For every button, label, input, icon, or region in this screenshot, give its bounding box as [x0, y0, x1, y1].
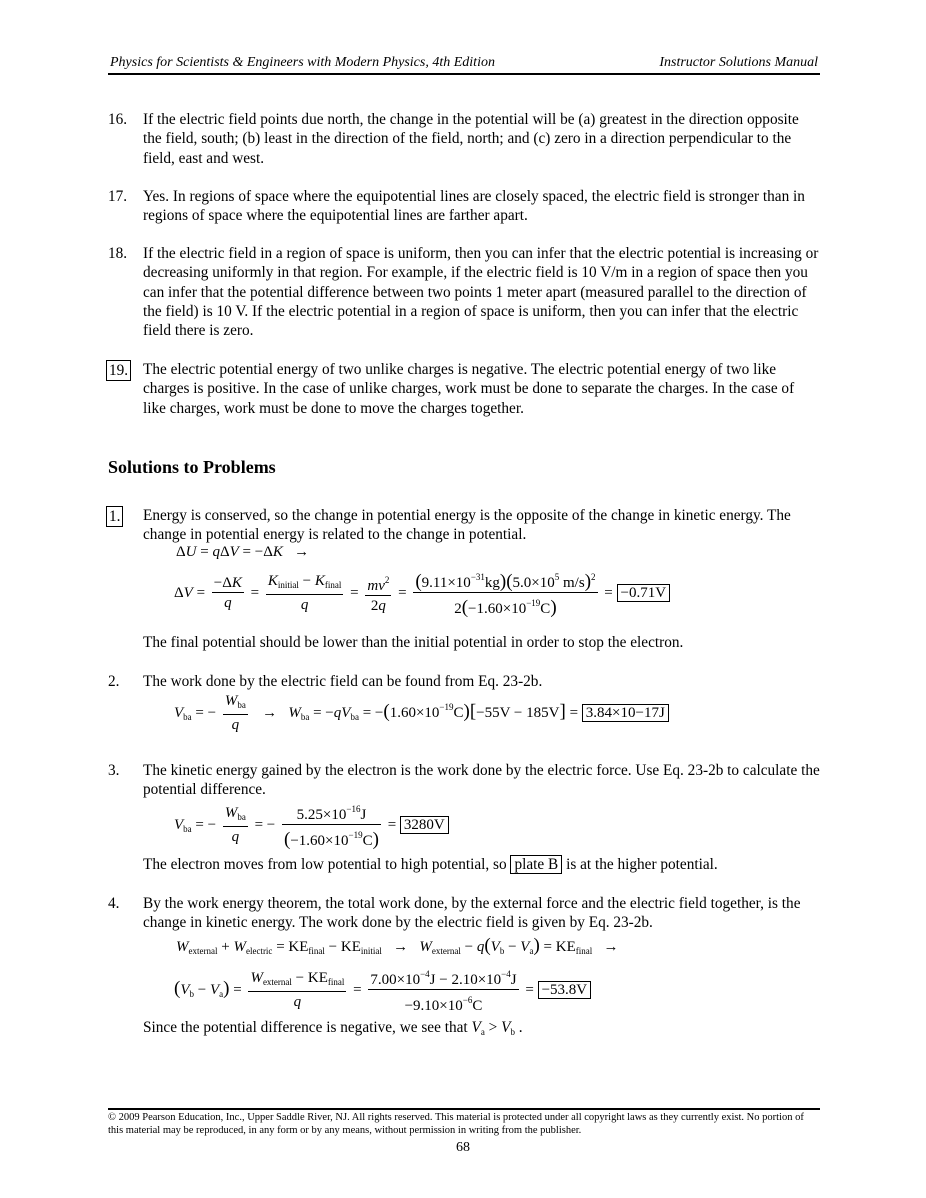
problem-4-conclusion: Since the potential difference is negative, we see that $V_a > V_b$ . — [143, 1019, 523, 1037]
problem-1-conclusion: The final potential should be lower than the initial potential in order to stop the electron. — [143, 634, 684, 651]
page-number: 68 — [456, 1140, 470, 1155]
equation-energy-conservation: ΔU = qΔV = −ΔK → — [176, 544, 310, 560]
question-number: 18. — [108, 245, 128, 262]
header-rule — [108, 73, 820, 75]
question-number: 17. — [108, 188, 128, 205]
plate-b-box: plate B — [510, 855, 562, 874]
answer-box: 3.84×10−17J — [582, 704, 669, 722]
footer-rule — [108, 1108, 820, 1110]
question-number: 16. — [108, 111, 128, 128]
problem-number-boxed: 1. — [106, 506, 123, 527]
question-text: The electric potential energy of two unlike charges is negative. The electric potential energy of two like charges is positive. In the case of unlike charges, work must be done to separate the charges. In the case of like charges, work must be done to move the charges together. — [143, 361, 795, 417]
question-17 — [108, 187, 820, 226]
question-text: Yes. In regions of space where the equipotential lines are closely spaced, the electric field is stronger than in regions of space where the equipotential lines are farther apart. — [143, 188, 805, 225]
running-header — [108, 53, 818, 75]
problem-3 — [108, 761, 820, 800]
header-manual-title: Instructor Solutions Manual — [659, 55, 818, 70]
problem-intro: The kinetic energy gained by the electron is the work done by the electric force. Use Eq. 23-2b to calculate the potential difference. — [143, 762, 820, 799]
section-heading: Solutions to Problems — [108, 457, 276, 477]
answer-box: −53.8V — [538, 981, 592, 999]
problem-number: 3. — [108, 762, 120, 779]
problem-3-conclusion — [143, 855, 718, 874]
equation-potential-difference: $V_{ba}$ = − $\frac{W_{ba}}{q}$ = − $\frac{5.25\times 10^{-16}J}{(-1.60\times 10^{-19}C)}$ = 3280V — [174, 800, 449, 851]
problem-number: 4. — [108, 895, 120, 912]
answer-box: −0.71V — [617, 584, 671, 602]
problem-number: 2. — [108, 673, 120, 690]
equation-work-energy: $W_{external} + W_{electric} = KE_{final} - KE_{initial} \to W_{external} - q(V_b - V_a) = KE_{final}$ → — [176, 935, 619, 956]
question-text: If the electric field points due north, the change in the potential will be (a) greatest in the direction opposite the field, south; (b) least in the direction of the field, north; and (c) zero in a direction perpendicular to the field, east and west. — [143, 111, 799, 167]
answer-box: 3280V — [400, 816, 449, 834]
question-16 — [108, 110, 820, 168]
question-18 — [108, 244, 820, 340]
header-book-title: Physics for Scientists & Engineers with Modern Physics, 4th Edition — [110, 55, 495, 70]
conclusion-text-end: is at the higher potential. — [566, 856, 718, 873]
equation-vb-minus-va: $(V_b - V_a)$ = $\frac{W_{external} - KE_{final}}{q}$ = $\frac{7.00\times 10^{-4}J - 2.10\times 10^{-4}J}{-9.10\times 10^{-6}C}$ = −53.8V — [174, 965, 591, 1016]
problem-intro: By the work energy theorem, the total work done, by the external force and the electric field together, is the change in kinetic energy. The work done by the electric field is given by Eq. 23-2b. — [143, 895, 801, 932]
question-19 — [108, 360, 820, 418]
problem-1 — [108, 506, 820, 545]
equation-work: $V_{ba}$ = − $\frac{W_{ba}}{q}$ → $W_{ba} = -qV_{ba} = -(1.60\times 10^{-19}C)[-55V - 185V] = 3.84\times 10-17J$ — [174, 692, 669, 735]
equation-delta-v: ΔV = $\frac{-\Delta K}{q}$ = $\frac{K_{initial} - K_{final}}{q}$ = $\frac{mv^2}{2q}$ = $\frac{(9.11\times 10^{-31}kg)(5.0\times 10^5 m/s)^2}{2(-1.60\times 10^{-19}C)}$ = −0.71V — [174, 568, 670, 619]
copyright-notice: © 2009 Pearson Education, Inc., Upper Saddle River, NJ. All rights reserved. This material is protected under all copyright laws as they currently exist. No portion of this material may be reproduced, in any form or by any means, without permission in writing from the publisher. — [108, 1112, 804, 1136]
question-number-boxed: 19. — [106, 360, 131, 381]
problem-intro: The work done by the electric field can be found from Eq. 23-2b. — [143, 673, 543, 690]
problem-intro: Energy is conserved, so the change in potential energy is the opposite of the change in kinetic energy. The change in potential energy is related to the change in potential. — [143, 507, 791, 544]
conclusion-text: The electron moves from low potential to high potential, so — [143, 856, 507, 873]
problem-2 — [108, 672, 820, 691]
problem-4 — [108, 894, 820, 933]
conclusion-text: Since the potential difference is negative, we see that — [143, 1019, 468, 1036]
question-text: If the electric field in a region of space is uniform, then you can infer that the electric potential is increasing or decreasing uniformly in that region. For example, if the electric field is 10 V/m in a region of space then you can infer that the potential difference between two points 1 meter apart (measured parallel to the direction of the field) is 10 V. If the electric potential in a region of space is uniform, then you can infer that the electric field there is zero. — [143, 245, 819, 340]
